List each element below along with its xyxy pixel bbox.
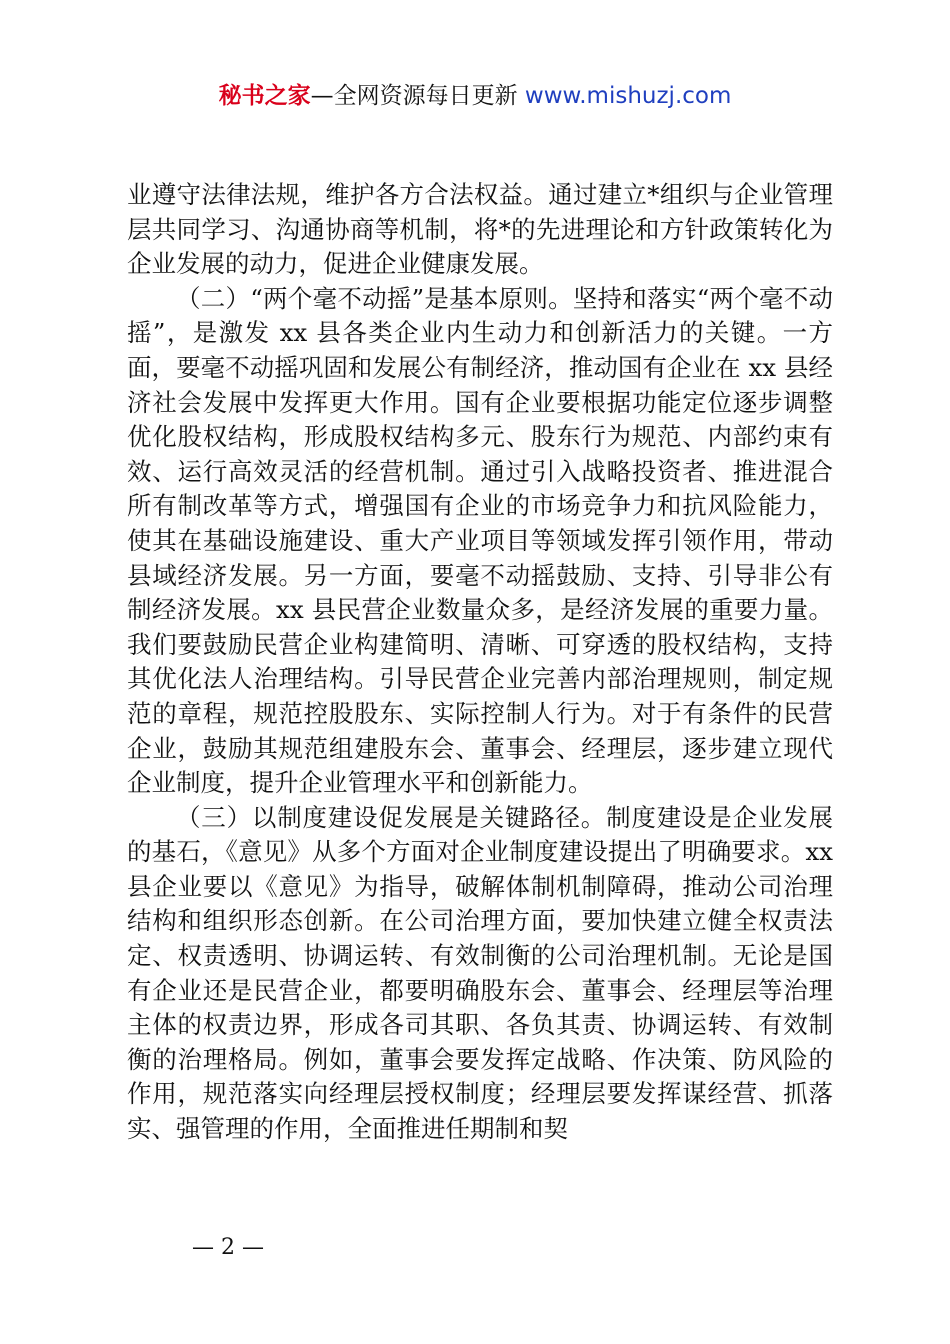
- site-header: [0, 80, 950, 112]
- paragraph-section-three: （三）以制度建设促发展是关键路径。制度建设是企业发展的基石，《意见》从多个方面对企业制度建设提出了明确要求。xx 县企业要以《意见》为指导，破解体制机制障碍，推动公司治理结构和组织形态创新。在公司治理方面，要加快建立健全权责法定、权责透明、协调运转、有效制衡的公司治理机制。无论是国有企业还是民营企业，都要明确股东会、董事会、经理层等治理主体的权责边界，形成各司其职、各负其责、协调运转、有效制衡的治理格局。例如，董事会要发挥定战略、作决策、防风险的作用，规范落实向经理层授权制度；经理层要发挥谋经营、抓落实、强管理的作用，全面推进任期制和契: [127, 802, 833, 1144]
- site-slogan: —全网资源每日更新: [310, 83, 518, 109]
- site-brand: 秘书之家: [218, 83, 311, 109]
- site-url-link[interactable]: www.mishuzj.com: [524, 83, 732, 109]
- paragraph-section-two: （二）“两个毫不动摇”是基本原则。坚持和落实“两个毫不动摇”，是激发 xx 县各类企业内生动力和创新活力的关键。一方面，要毫不动摇巩固和发展公有制经济，推动国有企业在 xx 县经济社会发展中发挥更大作用。国有企业要根据功能定位逐步调整优化股权结构，形成股权结构多元、股东行为规范、内部约束有效、运行高效灵活的经营机制。通过引入战略投资者、推进混合所有制改革等方式，增强国有企业的市场竞争力和抗风险能力，使其在基础设施建设、重大产业项目等领域发挥引领作用，带动县域经济发展。另一方面，要毫不动摇鼓励、支持、引导非公有制经济发展。xx 县民营企业数量众多，是经济发展的重要力量。我们要鼓励民营企业构建简明、清晰、可穿透的股权结构，支持其优化法人治理结构。引导民营企业完善内部治理规则，制定规范的章程，规范控股股东、实际控制人行为。对于有条件的民营企业，鼓励其规范组建股东会、董事会、经理层，逐步建立现代企业制度，提升企业管理水平和创新能力。: [127, 283, 833, 798]
- paragraph-continuation: 业遵守法律法规，维护各方合法权益。通过建立*组织与企业管理层共同学习、沟通协商等机制，将*的先进理论和方针政策转化为企业发展的动力，促进企业健康发展。: [127, 180, 833, 279]
- document-body: [127, 178, 833, 1147]
- page-number: — 2 —: [192, 1235, 264, 1260]
